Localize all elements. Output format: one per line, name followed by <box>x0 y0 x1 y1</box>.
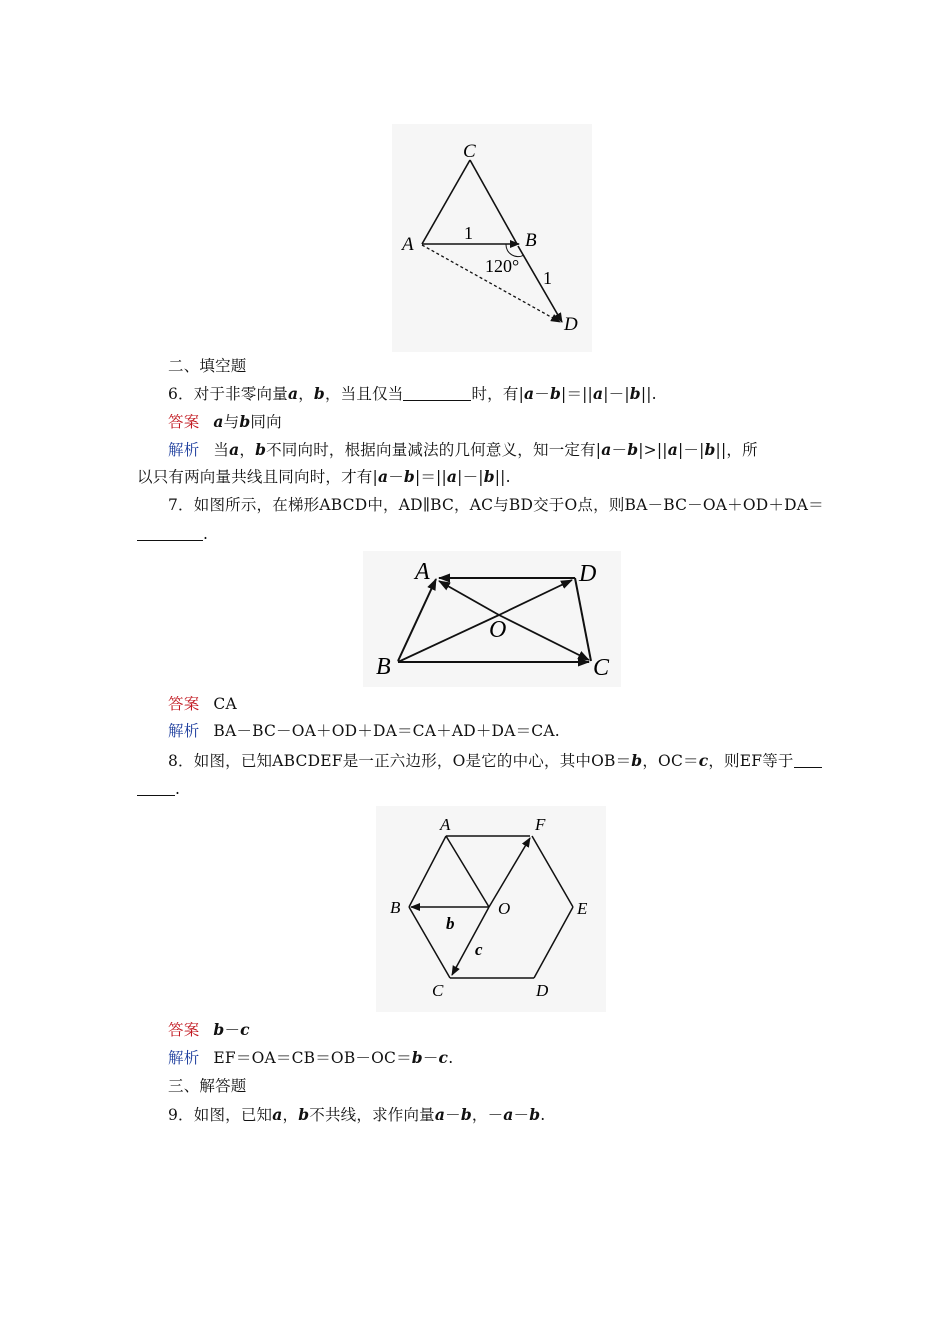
answer-7: 答案 CA <box>168 695 237 713</box>
label-bd-length: 1 <box>543 268 552 288</box>
question-7-line2: . <box>137 524 817 544</box>
label-ab-length: 1 <box>464 223 473 243</box>
explanation-6-line2: 以只有两向量共线且同向时，才有|a－b|＝||a|－|b||. <box>137 467 511 486</box>
label-d: D <box>564 314 578 335</box>
answer-6: 答案 a与b同向 <box>168 412 282 431</box>
label-angle: 120° <box>485 256 520 276</box>
label-d: D <box>579 561 597 587</box>
explanation-8: 解析 EF＝OA＝CB＝OB－OC＝b－c. <box>168 1048 454 1067</box>
figure-triangle-abd <box>392 124 592 352</box>
answer-blank <box>794 753 822 768</box>
explanation-6-line1: 解析 当a，b不同向时，根据向量减法的几何意义，知一定有|a－b|>||a|－|b||，所 <box>168 440 758 459</box>
section-fill-in-heading: 二、填空题 <box>168 357 247 375</box>
question-9: 9．如图，已知a，b不共线，求作向量a－b，－a－b. <box>168 1105 546 1124</box>
label-b: B <box>390 898 401 917</box>
label-b: B <box>376 654 391 680</box>
figure-hexagon <box>376 806 606 1012</box>
question-8: 8．如图，已知ABCDEF是一正六边形，O是它的中心，其中OB＝b，OC＝c，则EF等于 <box>168 751 848 771</box>
label-e: E <box>577 899 588 918</box>
label-a: A <box>440 815 451 834</box>
label-vec-b: b <box>446 914 455 933</box>
label-d: D <box>536 981 549 1000</box>
explanation-7: 解析 BA－BC－OA＋OD＋DA＝CA＋AD＋DA＝CA. <box>168 722 560 740</box>
label-a: A <box>402 234 414 255</box>
label-b: B <box>525 230 537 251</box>
question-7: 7．如图所示，在梯形ABCD中，AD∥BC，AC与BD交于O点，则BA－BC－OA＋OD＋DA＝ <box>168 496 824 514</box>
answer-8: 答案 b－c <box>168 1020 250 1039</box>
label-o: O <box>489 617 507 643</box>
section-solve-heading: 三、解答题 <box>168 1077 247 1095</box>
label-c: C <box>432 981 444 1000</box>
question-6: 6．对于非零向量a，b，当且仅当 时，有|a－b|＝||a|－|b||. <box>168 384 657 403</box>
label-a: A <box>415 559 430 585</box>
answer-blank <box>137 526 203 541</box>
answer-blank <box>137 781 175 796</box>
label-c: C <box>593 655 610 681</box>
figure-trapezoid <box>363 551 621 687</box>
label-f: F <box>535 815 546 834</box>
question-8-line2: . <box>137 779 817 799</box>
label-c: C <box>463 141 476 162</box>
answer-blank <box>403 386 471 401</box>
label-vec-c: c <box>475 940 483 959</box>
label-o: O <box>498 899 511 918</box>
